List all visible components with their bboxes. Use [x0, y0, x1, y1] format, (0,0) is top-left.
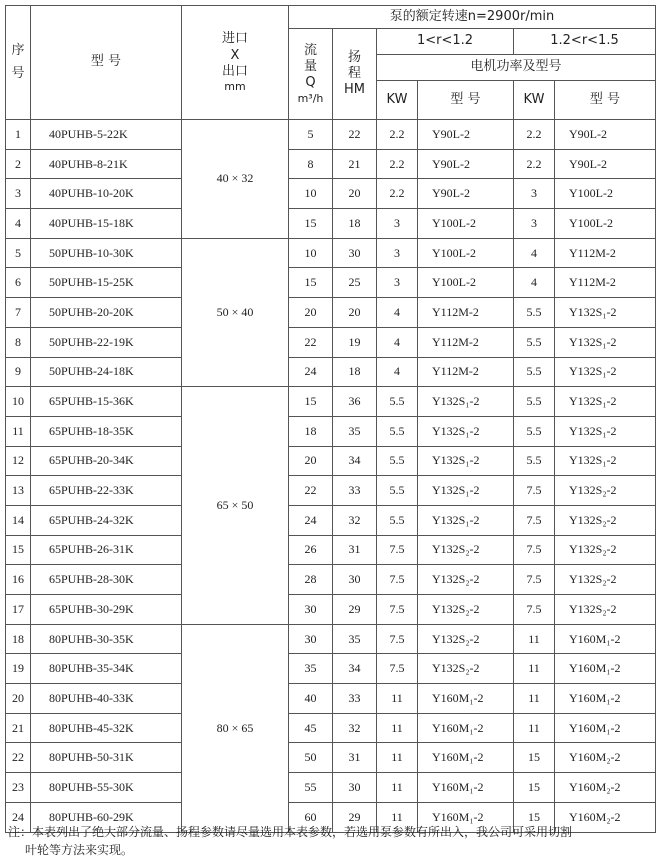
header-bore-line: 出口: [221, 63, 248, 79]
cell-kw-2: 15: [514, 802, 555, 832]
cell-motor-1: Y132S₁-2: [418, 476, 514, 506]
header-bore-unit: mm: [224, 80, 246, 93]
cell-motor-2: Y132S₁-2: [555, 416, 656, 446]
cell-head: 19: [333, 327, 377, 357]
cell-kw-2: 2.2: [514, 149, 555, 179]
cell-kw-1: 11: [377, 713, 418, 743]
cell-seq: 1: [6, 120, 31, 150]
table-row: [6, 149, 656, 179]
cell-head: 31: [333, 743, 377, 773]
cell-model: 80PUHB-50-31K: [31, 743, 182, 773]
cell-seq: 9: [6, 357, 31, 387]
table-row: [6, 120, 656, 150]
cell-motor-1: Y160M₁-2: [418, 713, 514, 743]
cell-seq: 19: [6, 654, 31, 684]
cell-motor-1: Y132S₁-2: [418, 387, 514, 417]
header-seq-char: 号: [11, 65, 25, 81]
cell-motor-2: Y112M-2: [555, 238, 656, 268]
header-model: 型 号: [31, 6, 182, 120]
cell-kw-2: 7.5: [514, 565, 555, 595]
header-head-unit: HM: [344, 82, 365, 98]
header-bore: [182, 6, 289, 120]
table-row: [6, 238, 656, 268]
header-flow-line: Q: [305, 75, 316, 91]
cell-kw-2: 5.5: [514, 387, 555, 417]
cell-kw-2: 15: [514, 773, 555, 803]
table-row: [6, 357, 656, 387]
cell-kw-1: 2.2: [377, 149, 418, 179]
header-range-1: 1<r<1.2: [377, 29, 514, 55]
cell-motor-1: Y100L-2: [418, 209, 514, 239]
cell-flow: 28: [289, 565, 333, 595]
cell-model: 80PUHB-35-34K: [31, 654, 182, 684]
cell-flow: 30: [289, 624, 333, 654]
cell-model: 50PUHB-15-25K: [31, 268, 182, 298]
cell-head: 36: [333, 387, 377, 417]
cell-kw-2: 11: [514, 713, 555, 743]
table-row: [6, 268, 656, 298]
cell-flow: 10: [289, 179, 333, 209]
table-row: [6, 416, 656, 446]
cell-flow: 15: [289, 209, 333, 239]
cell-head: 33: [333, 476, 377, 506]
cell-kw-1: 5.5: [377, 505, 418, 535]
cell-kw-1: 7.5: [377, 624, 418, 654]
cell-motor-1: Y132S₁-2: [418, 505, 514, 535]
header-motor-model-2: 型 号: [555, 81, 656, 120]
cell-seq: 3: [6, 179, 31, 209]
cell-flow: 22: [289, 327, 333, 357]
cell-seq: 24: [6, 802, 31, 832]
cell-motor-1: Y132S₂-2: [418, 654, 514, 684]
cell-seq: 16: [6, 565, 31, 595]
table-row: [6, 773, 656, 803]
cell-kw-2: 5.5: [514, 416, 555, 446]
cell-kw-2: 7.5: [514, 595, 555, 625]
footnote: [8, 823, 653, 859]
cell-kw-1: 7.5: [377, 535, 418, 565]
header-kw-1: KW: [377, 81, 418, 120]
table-row: [6, 595, 656, 625]
cell-head: 25: [333, 268, 377, 298]
cell-motor-2: Y160M₁-2: [555, 654, 656, 684]
cell-flow: 22: [289, 476, 333, 506]
header-rated-speed: 泵的额定转速n=2900r/min: [289, 6, 656, 29]
header-head-line: 扬: [347, 49, 361, 65]
cell-seq: 10: [6, 387, 31, 417]
cell-model: 40PUHB-5-22K: [31, 120, 182, 150]
cell-model: 65PUHB-22-33K: [31, 476, 182, 506]
cell-kw-1: 4: [377, 298, 418, 328]
table-row: [6, 179, 656, 209]
header-motor-model-1: 型 号: [418, 81, 514, 120]
cell-kw-1: 7.5: [377, 595, 418, 625]
table-row: [6, 387, 656, 417]
cell-motor-2: Y132S₁-2: [555, 327, 656, 357]
cell-motor-1: Y132S₂-2: [418, 595, 514, 625]
header-flow: [289, 29, 333, 120]
cell-flow: 45: [289, 713, 333, 743]
table-row: [6, 743, 656, 773]
table-row: [6, 505, 656, 535]
cell-seq: 4: [6, 209, 31, 239]
cell-head: 20: [333, 298, 377, 328]
cell-seq: 14: [6, 505, 31, 535]
cell-flow: 18: [289, 416, 333, 446]
cell-model: 80PUHB-30-35K: [31, 624, 182, 654]
cell-kw-1: 5.5: [377, 476, 418, 506]
header-seq-char: 序: [11, 43, 25, 59]
cell-motor-2: Y160M₁-2: [555, 624, 656, 654]
cell-seq: 20: [6, 684, 31, 714]
cell-motor-2: Y160M₂-2: [555, 773, 656, 803]
cell-kw-2: 11: [514, 654, 555, 684]
cell-seq: 13: [6, 476, 31, 506]
cell-seq: 5: [6, 238, 31, 268]
cell-flow: 60: [289, 802, 333, 832]
cell-motor-1: Y100L-2: [418, 268, 514, 298]
cell-kw-1: 11: [377, 743, 418, 773]
cell-model: 65PUHB-20-34K: [31, 446, 182, 476]
cell-seq: 22: [6, 743, 31, 773]
cell-head: 29: [333, 802, 377, 832]
cell-kw-2: 2.2: [514, 120, 555, 150]
cell-kw-2: 5.5: [514, 327, 555, 357]
cell-seq: 12: [6, 446, 31, 476]
cell-model: 80PUHB-55-30K: [31, 773, 182, 803]
cell-flow: 10: [289, 238, 333, 268]
cell-motor-1: Y132S₁-2: [418, 416, 514, 446]
cell-head: 35: [333, 624, 377, 654]
cell-kw-1: 4: [377, 357, 418, 387]
cell-motor-2: Y132S₂-2: [555, 476, 656, 506]
cell-model: 50PUHB-10-30K: [31, 238, 182, 268]
cell-motor-2: Y132S₂-2: [555, 505, 656, 535]
cell-kw-1: 5.5: [377, 446, 418, 476]
cell-kw-1: 7.5: [377, 654, 418, 684]
cell-kw-2: 3: [514, 209, 555, 239]
cell-motor-1: Y112M-2: [418, 298, 514, 328]
cell-motor-1: Y112M-2: [418, 357, 514, 387]
cell-motor-2: Y132S₂-2: [555, 535, 656, 565]
cell-motor-1: Y100L-2: [418, 238, 514, 268]
cell-motor-2: Y132S₁-2: [555, 387, 656, 417]
table-row: [6, 684, 656, 714]
table-row: [6, 298, 656, 328]
cell-motor-1: Y160M₁-2: [418, 802, 514, 832]
cell-kw-1: 3: [377, 209, 418, 239]
cell-head: 29: [333, 595, 377, 625]
cell-kw-2: 11: [514, 624, 555, 654]
cell-motor-1: Y132S₂-2: [418, 624, 514, 654]
cell-motor-1: Y112M-2: [418, 327, 514, 357]
cell-model: 40PUHB-8-21K: [31, 149, 182, 179]
header-bore-line: X: [230, 47, 240, 63]
cell-kw-1: 5.5: [377, 387, 418, 417]
table-row: [6, 535, 656, 565]
cell-seq: 15: [6, 535, 31, 565]
cell-motor-2: Y160M₁-2: [555, 684, 656, 714]
cell-kw-1: 5.5: [377, 416, 418, 446]
cell-head: 20: [333, 179, 377, 209]
table-row: [6, 565, 656, 595]
cell-flow: 5: [289, 120, 333, 150]
cell-flow: 24: [289, 357, 333, 387]
cell-head: 30: [333, 773, 377, 803]
cell-motor-2: Y132S₁-2: [555, 446, 656, 476]
cell-head: 35: [333, 416, 377, 446]
cell-seq: 17: [6, 595, 31, 625]
cell-seq: 7: [6, 298, 31, 328]
cell-model: 50PUHB-20-20K: [31, 298, 182, 328]
cell-motor-2: Y112M-2: [555, 268, 656, 298]
cell-head: 18: [333, 209, 377, 239]
cell-kw-2: 15: [514, 743, 555, 773]
table-row: [6, 209, 656, 239]
cell-kw-1: 3: [377, 268, 418, 298]
cell-motor-2: Y160M₂-2: [555, 743, 656, 773]
cell-kw-2: 4: [514, 268, 555, 298]
cell-bore: 80 × 65: [182, 624, 289, 832]
cell-head: 32: [333, 713, 377, 743]
cell-head: 32: [333, 505, 377, 535]
cell-flow: 15: [289, 387, 333, 417]
cell-model: 65PUHB-18-35K: [31, 416, 182, 446]
cell-model: 80PUHB-60-29K: [31, 802, 182, 832]
table-row: [6, 476, 656, 506]
cell-motor-2: Y160M₂-2: [555, 802, 656, 832]
cell-motor-2: Y160M₁-2: [555, 713, 656, 743]
cell-motor-1: Y160M₁-2: [418, 743, 514, 773]
header-motor-group: 电机功率及型号: [377, 55, 656, 81]
header-flow-line: 流: [303, 42, 317, 58]
footnote-line-1: 注：本表列出了绝大部分流量、扬程参数请尽量选用本表参数，若选用泵参数有所出入，我公司可采用切割: [8, 825, 573, 839]
cell-motor-2: Y132S₂-2: [555, 565, 656, 595]
cell-model: 65PUHB-28-30K: [31, 565, 182, 595]
cell-model: 65PUHB-15-36K: [31, 387, 182, 417]
header-flow-line: 量: [303, 59, 317, 74]
cell-kw-1: 11: [377, 773, 418, 803]
cell-seq: 21: [6, 713, 31, 743]
cell-motor-1: Y132S₂-2: [418, 535, 514, 565]
cell-kw-2: 11: [514, 684, 555, 714]
cell-model: 80PUHB-40-33K: [31, 684, 182, 714]
cell-head: 31: [333, 535, 377, 565]
cell-motor-1: Y90L-2: [418, 179, 514, 209]
cell-head: 34: [333, 654, 377, 684]
cell-motor-1: Y160M₁-2: [418, 684, 514, 714]
cell-kw-2: 7.5: [514, 476, 555, 506]
table-row: [6, 713, 656, 743]
cell-kw-2: 7.5: [514, 505, 555, 535]
cell-motor-1: Y90L-2: [418, 120, 514, 150]
cell-seq: 6: [6, 268, 31, 298]
cell-kw-1: 3: [377, 238, 418, 268]
cell-motor-1: Y160M₁-2: [418, 773, 514, 803]
cell-head: 21: [333, 149, 377, 179]
cell-kw-2: 3: [514, 179, 555, 209]
cell-motor-1: Y132S₁-2: [418, 446, 514, 476]
header-head: [333, 29, 377, 120]
cell-seq: 18: [6, 624, 31, 654]
cell-seq: 23: [6, 773, 31, 803]
cell-seq: 11: [6, 416, 31, 446]
cell-motor-1: Y90L-2: [418, 149, 514, 179]
cell-model: 50PUHB-24-18K: [31, 357, 182, 387]
cell-kw-1: 11: [377, 684, 418, 714]
cell-flow: 35: [289, 654, 333, 684]
cell-head: 22: [333, 120, 377, 150]
cell-model: 65PUHB-26-31K: [31, 535, 182, 565]
cell-flow: 24: [289, 505, 333, 535]
cell-model: 40PUHB-10-20K: [31, 179, 182, 209]
cell-bore: 40 × 32: [182, 120, 289, 239]
header-kw-2: KW: [514, 81, 555, 120]
cell-seq: 2: [6, 149, 31, 179]
cell-kw-1: 11: [377, 802, 418, 832]
cell-motor-2: Y132S₁-2: [555, 357, 656, 387]
cell-flow: 20: [289, 446, 333, 476]
cell-kw-2: 5.5: [514, 298, 555, 328]
cell-bore: 50 × 40: [182, 238, 289, 386]
pump-spec-table: [5, 5, 656, 833]
cell-motor-2: Y132S₁-2: [555, 298, 656, 328]
cell-head: 18: [333, 357, 377, 387]
table-row: [6, 327, 656, 357]
header-bore-line: 进口: [221, 31, 248, 47]
cell-bore: 65 × 50: [182, 387, 289, 625]
cell-kw-2: 4: [514, 238, 555, 268]
cell-seq: 8: [6, 327, 31, 357]
table-row: [6, 624, 656, 654]
cell-motor-2: Y90L-2: [555, 149, 656, 179]
cell-flow: 15: [289, 268, 333, 298]
cell-kw-1: 4: [377, 327, 418, 357]
cell-flow: 40: [289, 684, 333, 714]
cell-model: 80PUHB-45-32K: [31, 713, 182, 743]
table-body: [6, 120, 656, 833]
cell-motor-2: Y100L-2: [555, 209, 656, 239]
table-row: [6, 654, 656, 684]
cell-model: 65PUHB-24-32K: [31, 505, 182, 535]
cell-kw-1: 2.2: [377, 179, 418, 209]
cell-kw-2: 5.5: [514, 357, 555, 387]
cell-kw-1: 7.5: [377, 565, 418, 595]
header-range-2: 1.2<r<1.5: [514, 29, 656, 55]
cell-flow: 50: [289, 743, 333, 773]
cell-flow: 20: [289, 298, 333, 328]
cell-kw-1: 2.2: [377, 120, 418, 150]
header-flow-unit: m³/h: [297, 91, 324, 105]
cell-head: 33: [333, 684, 377, 714]
cell-motor-2: Y132S₂-2: [555, 595, 656, 625]
table-row: [6, 446, 656, 476]
header-head-line: 程: [347, 65, 361, 81]
cell-model: 65PUHB-30-29K: [31, 595, 182, 625]
cell-model: 50PUHB-22-19K: [31, 327, 182, 357]
cell-head: 34: [333, 446, 377, 476]
cell-flow: 8: [289, 149, 333, 179]
cell-flow: 55: [289, 773, 333, 803]
cell-kw-2: 7.5: [514, 535, 555, 565]
cell-head: 30: [333, 238, 377, 268]
cell-flow: 30: [289, 595, 333, 625]
header-seq: [6, 6, 31, 120]
cell-kw-2: 5.5: [514, 446, 555, 476]
cell-model: 40PUHB-15-18K: [31, 209, 182, 239]
cell-motor-2: Y100L-2: [555, 179, 656, 209]
footnote-line-2: 叶轮等方法来实现。: [25, 843, 134, 857]
cell-motor-2: Y90L-2: [555, 120, 656, 150]
cell-motor-1: Y132S₂-2: [418, 565, 514, 595]
cell-flow: 26: [289, 535, 333, 565]
cell-head: 30: [333, 565, 377, 595]
